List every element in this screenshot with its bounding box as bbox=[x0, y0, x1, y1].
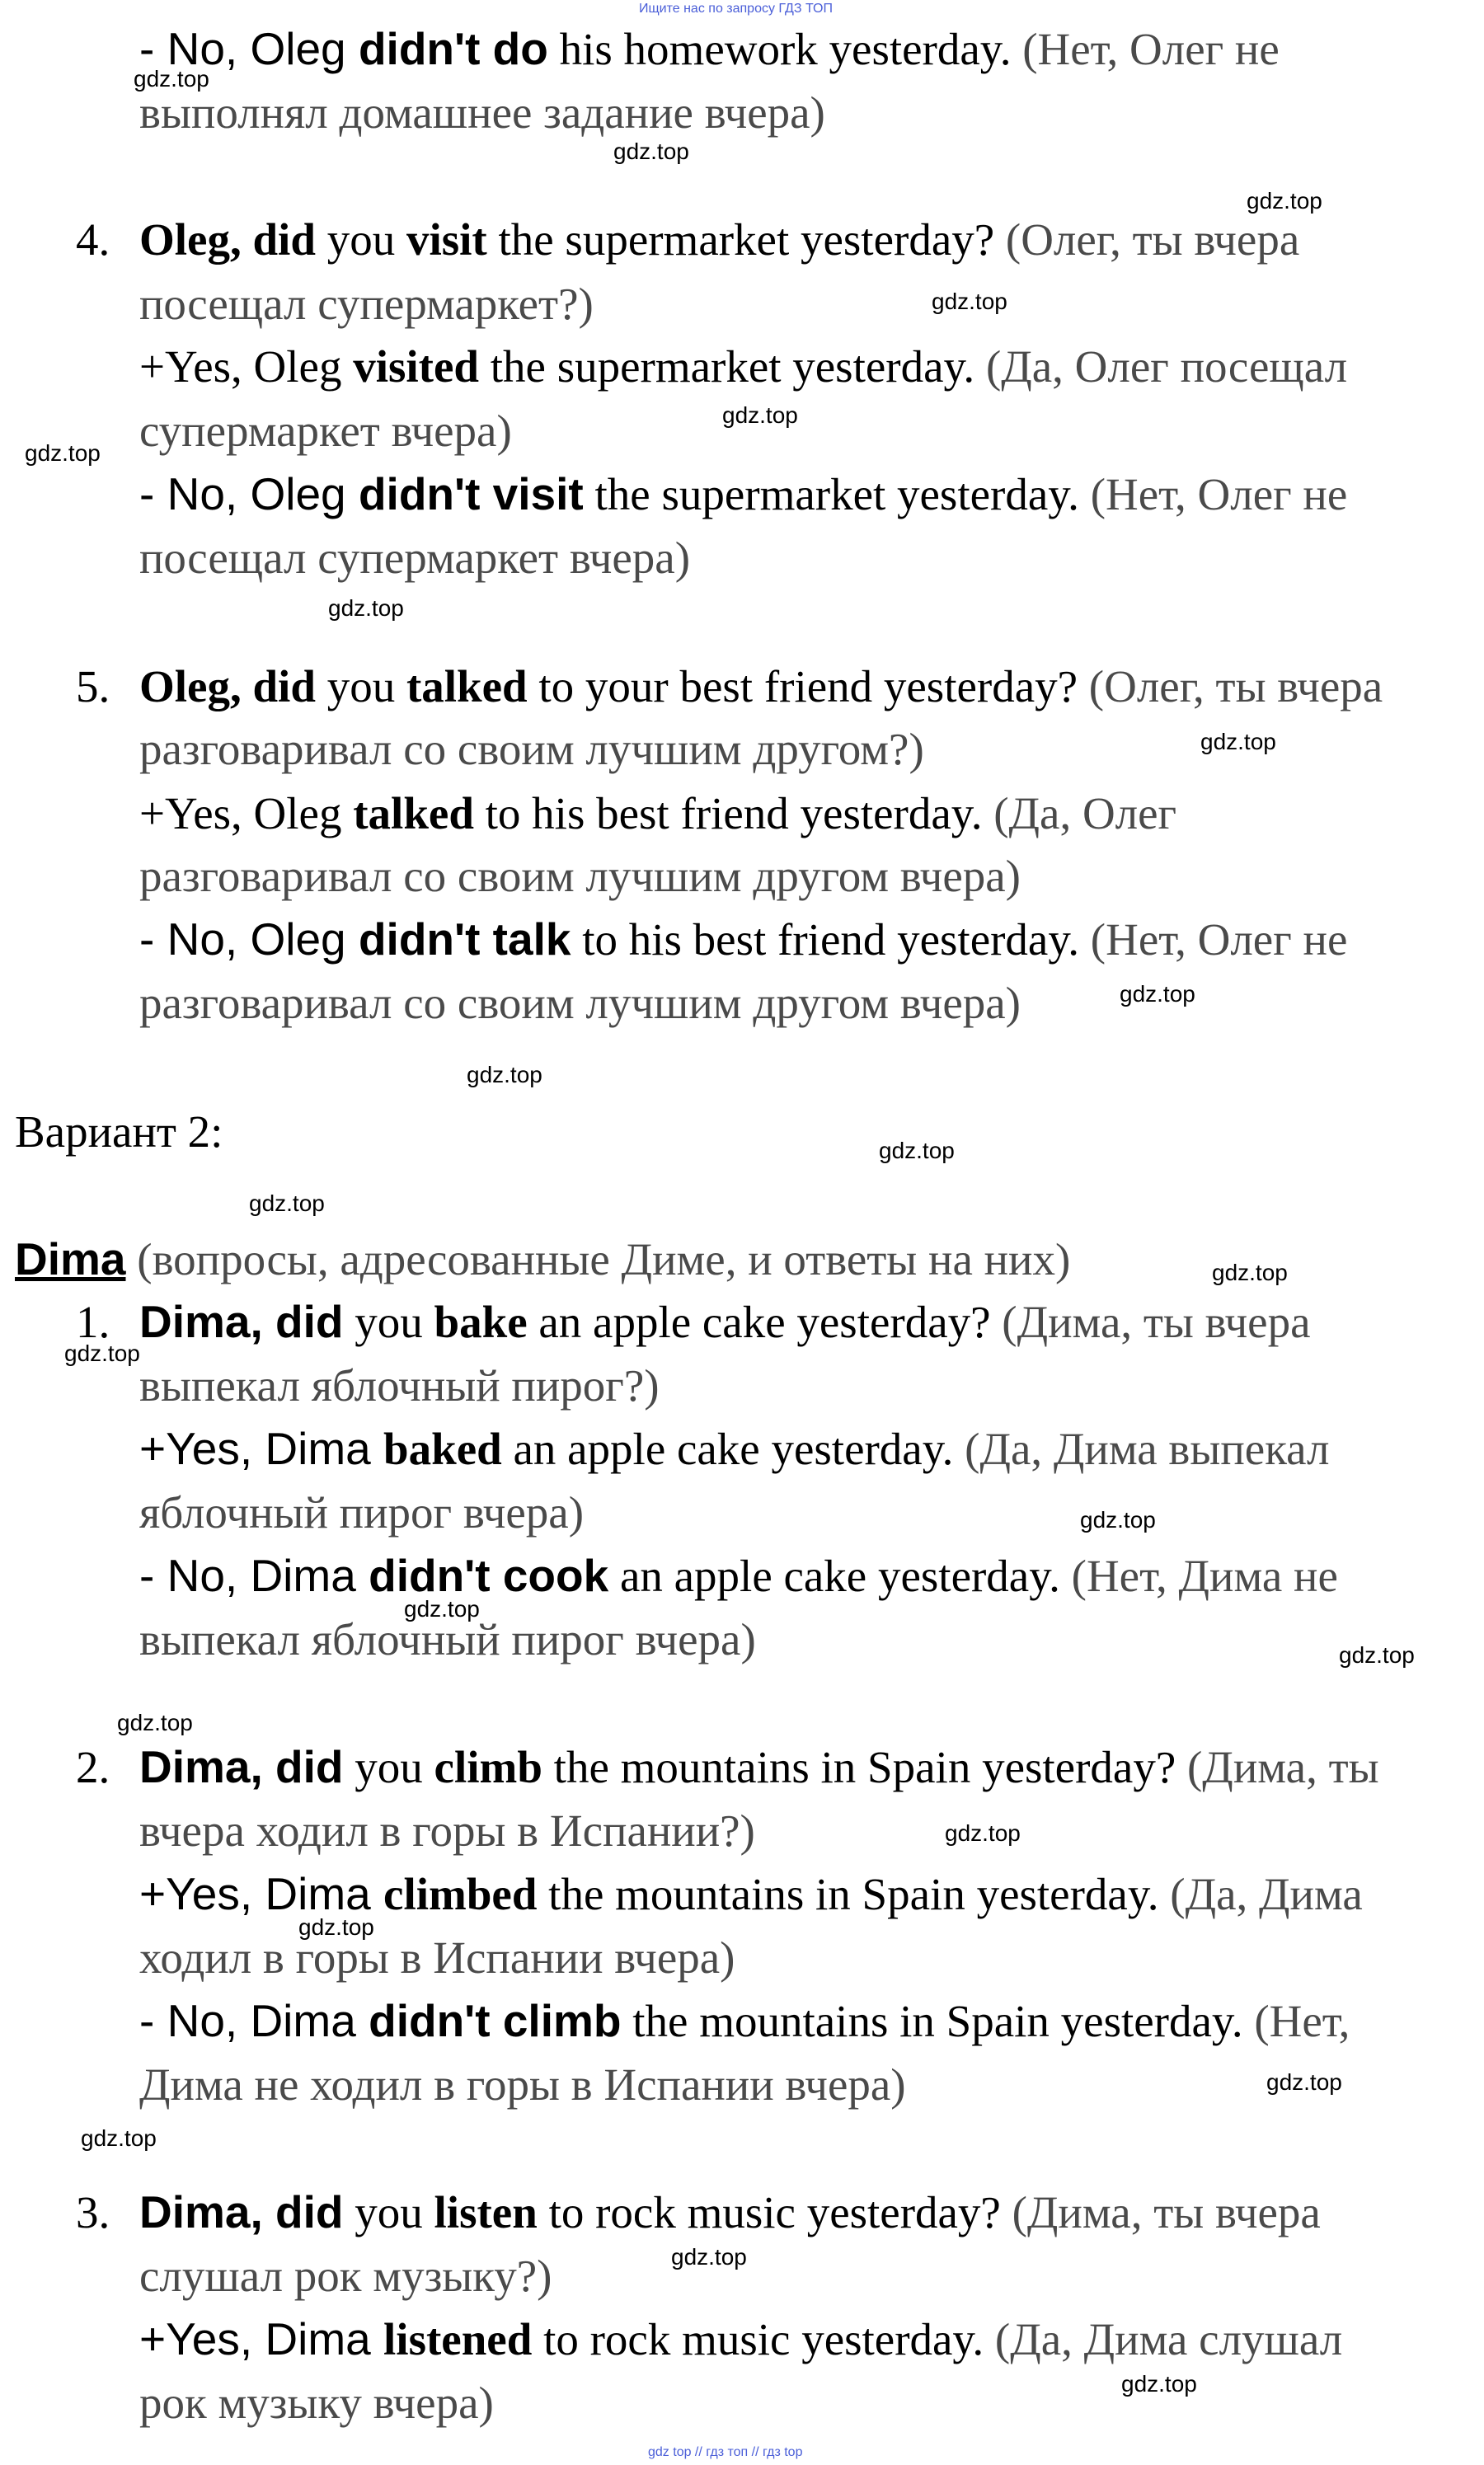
watermark: gdz.top bbox=[1212, 1260, 1288, 1285]
watermark: gdz.top bbox=[404, 1596, 480, 1622]
watermark: gdz.top bbox=[932, 289, 1007, 314]
translation-line: посещал супермаркет вчера) bbox=[139, 533, 691, 583]
translation-line: Дима не ходил в горы в Испании вчера) bbox=[139, 2059, 906, 2110]
translation-line: выпекал яблочный пирог вчера) bbox=[139, 1614, 756, 1664]
question-line: 3. Dima, did you listen to rock music yesterday? (Дима, ты вчера bbox=[76, 2186, 1321, 2237]
question-line: 5. Oleg, did you talked to your best friend yesterday? (Олег, ты вчера bbox=[76, 661, 1383, 711]
answer-line: - No, Oleg didn't visit the supermarket yesterday. (Нет, Олег не bbox=[139, 468, 1348, 519]
watermark: gdz.top bbox=[1121, 2371, 1197, 2397]
translation-line: разговаривал со своим лучшим другом вчера) bbox=[139, 851, 1021, 901]
answer-line: - No, Oleg didn't do his homework yesterday. (Нет, Олег не bbox=[139, 23, 1280, 74]
header-banner[interactable]: Ищите нас по запросу ГДЗ ТОП bbox=[639, 2, 833, 16]
question-line: 1. Dima, did you bake an apple cake yesterday? (Дима, ты вчера bbox=[76, 1296, 1311, 1347]
watermark: gdz.top bbox=[328, 595, 404, 621]
watermark: gdz.top bbox=[722, 402, 798, 428]
watermark: gdz.top bbox=[117, 1710, 193, 1735]
translation-line: разговаривал со своим лучшим другом вчера) bbox=[139, 978, 1021, 1028]
answer-line: - No, Oleg didn't talk to his best friend yesterday. (Нет, Олег не bbox=[139, 913, 1348, 965]
answer-line: +Yes, Dima listened to rock music yesterday. (Да, Дима слушал bbox=[139, 2313, 1343, 2364]
watermark: gdz.top bbox=[1120, 981, 1195, 1007]
watermark: gdz.top bbox=[1200, 729, 1276, 754]
question-line: 4. Oleg, did you visit the supermarket yesterday? (Олег, ты вчера bbox=[76, 214, 1300, 265]
answer-line: +Yes, Dima climbed the mountains in Spain yesterday. (Да, Дима bbox=[139, 1868, 1363, 1919]
watermark: gdz.top bbox=[134, 66, 209, 92]
watermark: gdz.top bbox=[64, 1340, 140, 1366]
answer-line: - No, Dima didn't climb the mountains in Spain yesterday. (Нет, bbox=[139, 1995, 1350, 2046]
watermark: gdz.top bbox=[249, 1190, 325, 1216]
translation-line: супермаркет вчера) bbox=[139, 406, 512, 456]
watermark: gdz.top bbox=[1339, 1642, 1415, 1668]
translation-line: рок музыку вчера) bbox=[139, 2378, 494, 2428]
dima-heading bbox=[15, 1232, 1070, 1287]
translation-line: вчера ходил в горы в Испании?) bbox=[139, 1805, 755, 1856]
dima-description: (вопросы, адресованные Диме, и ответы на них) bbox=[137, 1234, 1071, 1284]
answer-line: +Yes, Oleg visited the supermarket yesterday. (Да, Олег посещал bbox=[139, 341, 1348, 392]
variant-heading: Вариант 2: bbox=[15, 1106, 223, 1157]
watermark: gdz.top bbox=[1266, 2069, 1342, 2095]
translation-line: ходил в горы в Испании вчера) bbox=[139, 1932, 735, 1983]
dima-name: Dima bbox=[15, 1233, 126, 1284]
watermark: gdz.top bbox=[945, 1820, 1021, 1846]
watermark: gdz.top bbox=[671, 2244, 747, 2270]
translation-line: яблочный пирог вчера) bbox=[139, 1487, 585, 1538]
watermark: gdz.top bbox=[879, 1138, 955, 1163]
footer-banner[interactable]: gdz top // гдз топ // гдз top bbox=[648, 2445, 803, 2459]
watermark: gdz.top bbox=[298, 1914, 374, 1940]
watermark: gdz.top bbox=[25, 440, 101, 466]
answer-line: - No, Dima didn't cook an apple cake yesterday. (Нет, Дима не bbox=[139, 1550, 1338, 1601]
translation-line: выпекал яблочный пирог?) bbox=[139, 1360, 660, 1411]
translation-line: посещал супермаркет?) bbox=[139, 279, 594, 329]
question-line: 2. Dima, did you climb the mountains in Spain yesterday? (Дима, ты bbox=[76, 1741, 1379, 1792]
watermark: gdz.top bbox=[81, 2125, 157, 2151]
watermark: gdz.top bbox=[467, 1062, 542, 1087]
answer-line: +Yes, Dima baked an apple cake yesterday. (Да, Дима выпекал bbox=[139, 1423, 1330, 1474]
translation-line: выполнял домашнее задание вчера) bbox=[139, 87, 825, 138]
answer-line: +Yes, Oleg talked to his best friend yesterday. (Да, Олег bbox=[139, 788, 1177, 838]
watermark: gdz.top bbox=[613, 139, 689, 164]
watermark: gdz.top bbox=[1080, 1507, 1156, 1533]
watermark: gdz.top bbox=[1247, 188, 1322, 214]
translation-line: слушал рок музыку?) bbox=[139, 2251, 552, 2301]
translation-line: разговаривал со своим лучшим другом?) bbox=[139, 724, 924, 774]
